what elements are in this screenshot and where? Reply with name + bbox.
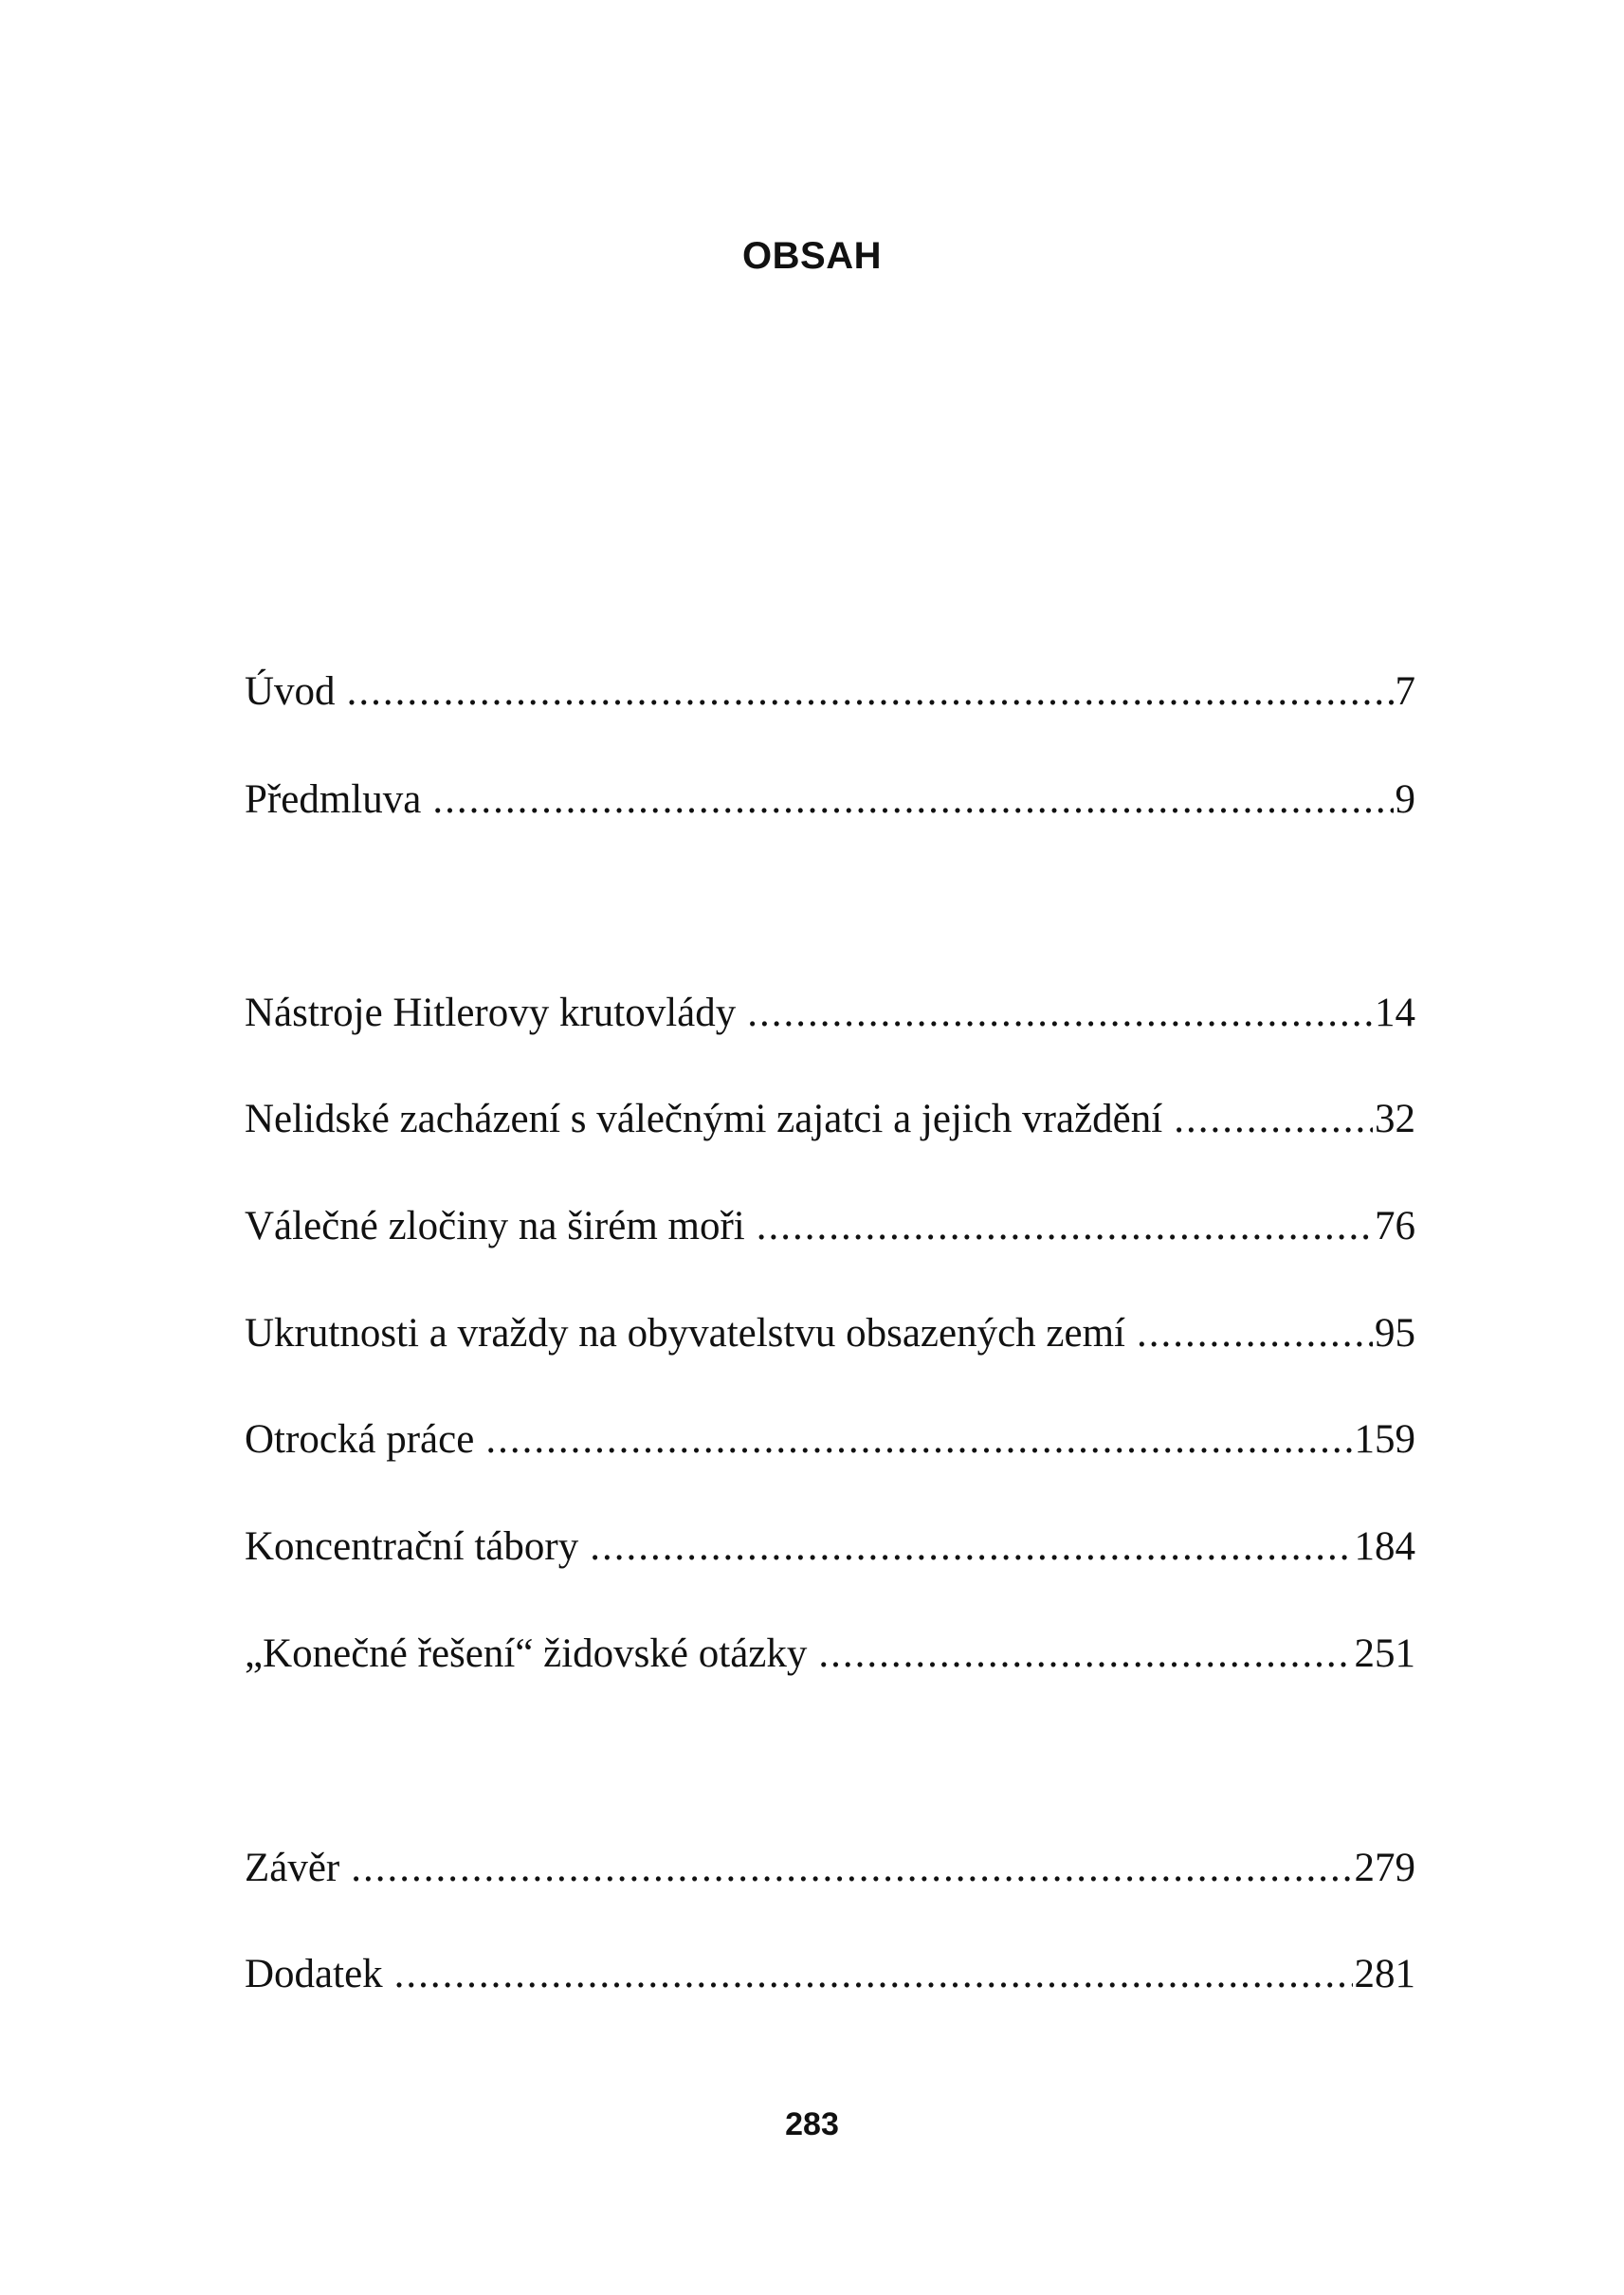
toc-entry-label: Koncentrační tábory: [245, 1524, 579, 1569]
toc-entry-page: 9: [1395, 777, 1415, 822]
toc-entry-label: Předmluva: [245, 777, 422, 822]
toc-entry-label: Válečné zločiny na širém moři: [245, 1204, 745, 1248]
toc-entry-page: 32: [1375, 1097, 1415, 1141]
toc-entry-nastroje: [245, 987, 1415, 1040]
dot-leader: [394, 1948, 1353, 2001]
dot-leader: [757, 1200, 1373, 1253]
dot-leader: [1137, 1307, 1373, 1360]
toc-entry-dodatek: [245, 1948, 1415, 2001]
toc-entry-label: Otrocká práce: [245, 1417, 475, 1462]
dot-leader: [818, 1628, 1352, 1681]
toc-entry-page: 14: [1375, 991, 1415, 1035]
toc-entry-label: Závěr: [245, 1846, 340, 1890]
toc-entry-label: Dodatek: [245, 1952, 383, 1996]
page-number: 283: [785, 2106, 839, 2142]
dot-leader: [1174, 1093, 1373, 1146]
dot-leader: [347, 665, 1394, 719]
toc-entry-label: Nelidské zacházení s válečnými zajatci a jejich vraždění: [245, 1097, 1163, 1141]
toc-entry-zaver: [245, 1842, 1415, 1895]
toc-entry-page: 251: [1354, 1631, 1415, 1676]
toc-entry-label: Nástroje Hitlerovy krutovlády: [245, 991, 737, 1035]
toc-entry-page: 159: [1354, 1417, 1415, 1462]
toc-entry-label: Ukrutnosti a vraždy na obyvatelstvu obsazených zemí: [245, 1311, 1125, 1356]
dot-leader: [485, 1413, 1352, 1466]
toc-entry-page: 7: [1395, 669, 1415, 714]
toc-entry-nelidske-zachazeni: [245, 1093, 1415, 1146]
toc-entry-predmluva: [245, 774, 1415, 827]
dot-leader: [432, 774, 1393, 827]
toc-entry-koncentracni-tabory: [245, 1521, 1415, 1574]
toc-entry-valecne-zlociny: [245, 1200, 1415, 1253]
dot-leader: [747, 987, 1373, 1040]
toc-entry-uvod: [245, 665, 1415, 719]
toc-entry-label: Úvod: [245, 669, 336, 714]
toc-entry-page: 281: [1354, 1952, 1415, 1996]
table-of-contents: [245, 0, 1415, 2295]
toc-entry-page: 76: [1375, 1204, 1415, 1248]
toc-entry-page: 95: [1375, 1311, 1415, 1356]
dot-leader: [590, 1521, 1352, 1574]
toc-entry-page: 184: [1354, 1524, 1415, 1569]
toc-entry-label: „Konečné řešení“ židovské otázky: [245, 1631, 808, 1676]
toc-entry-konecne-reseni: [245, 1628, 1415, 1681]
toc-entry-page: 279: [1354, 1846, 1415, 1890]
dot-leader: [351, 1842, 1352, 1895]
toc-entry-otrocka-prace: [245, 1413, 1415, 1466]
toc-title: OBSAH: [742, 235, 882, 277]
toc-entry-ukrutnosti: [245, 1307, 1415, 1360]
